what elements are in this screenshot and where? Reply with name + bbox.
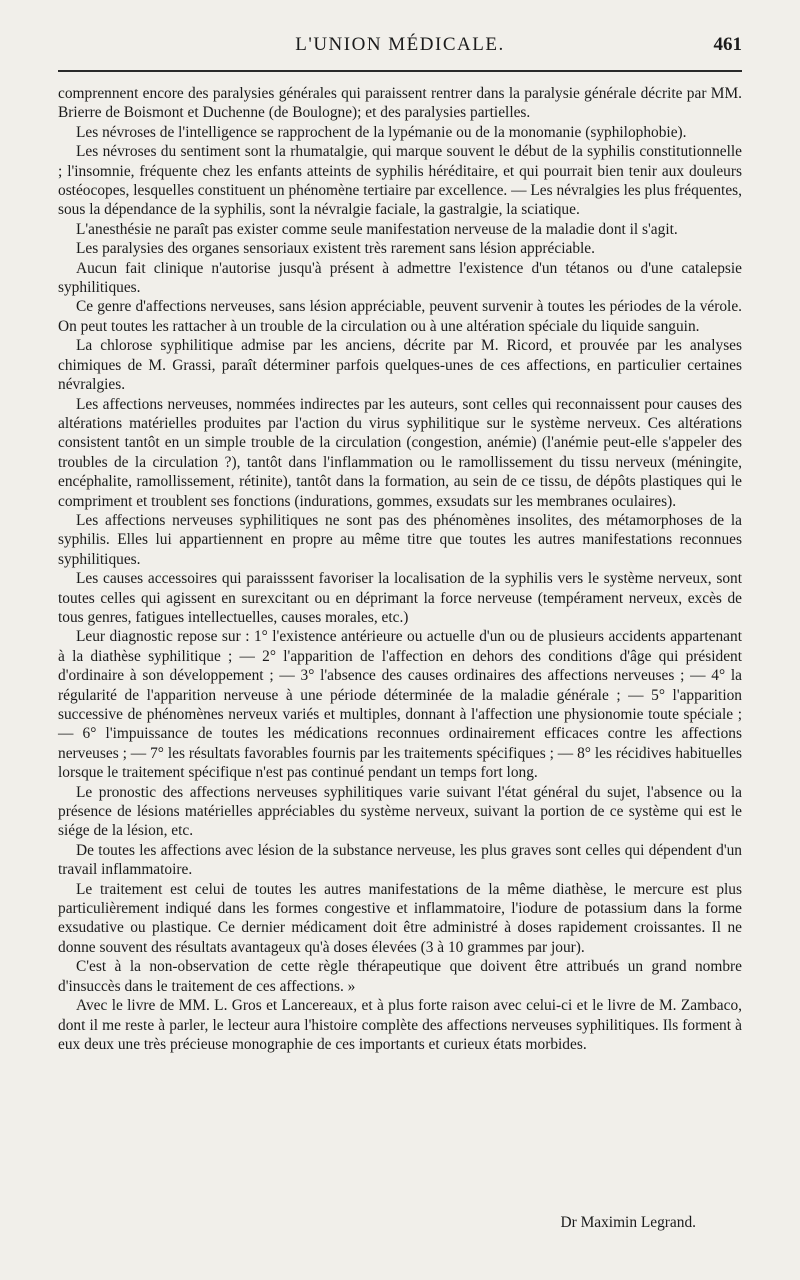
paragraph: Les névroses du sentiment sont la rhumatalgie, qui marque souvent le début de la syphilis constitutionnelle ; l'insomnie, fréquente chez les enfants atteints de syphilis héréditaire, et qui pourrait bien tenir aux douleurs ostéocopes, lesquelles constituent un phénomène tertiaire par excellence. — Les névralgies les plus fréquentes, sous la dépendance de la syphilis, sont la névralgie faciale, la gastralgie, la sciatique.: [58, 143, 742, 219]
paragraph: Les névroses de l'intelligence se rapprochent de la lypémanie ou de la monomanie (syphilophobie).: [76, 123, 687, 141]
paragraph: C'est à la non-observation de cette règle thérapeutique que doivent être attribués un grand nombre d'insuccès dans le traitement de ces affections. »: [58, 958, 742, 995]
paragraph: Les affections nerveuses syphilitiques ne sont pas des phénomènes insolites, des métamorphoses de la syphilis. Elles lui appartiennent en propre au même titre que toutes les autres manifestations reconnues syphilitiques.: [58, 511, 742, 568]
paragraph: comprennent encore des paralysies générales qui paraissent rentrer dans la paralysie générale décrite par MM. Brierre de Boismont et Duchenne (de Boulogne); et des paralysies partielles.: [58, 85, 742, 122]
author-signature: Dr Maximin Legrand.: [560, 1214, 696, 1231]
paragraph: Le pronostic des affections nerveuses syphilitiques varie suivant l'état général du sujet, l'absence ou la présence de lésions matérielles appréciables du système nerveux, suivant la portion de ce système qui est le siége de la lésion, etc.: [58, 783, 742, 840]
page-header: [58, 34, 742, 60]
paragraph: Leur diagnostic repose sur : 1° l'existence antérieure ou actuelle d'un ou de plusieurs accidents appartenant à la diathèse syphilitique ; — 2° l'apparition de l'affection en dehors des conditions d'âge qui président d'ordinaire à son développement ; — 3° l'absence des causes ordinaires des affections nerveuses ; — 4° la régularité de l'apparition nerveuse à une période déterminée de la maladie générale ; — 5° l'apparition successive de phénomènes nerveux variés et multiples, donnant à l'affection une physionomie toute spéciale ; — 6° l'impuissance de toutes les médications reconnues ordinairement efficaces contre les affections nerveuses ; — 7° les résultats favorables fournis par les traitements spécifiques ; — 8° les récidives habituelles lorsque le traitement spécifique n'est pas continué pendant un temps fort long.: [58, 628, 742, 782]
paragraph: De toutes les affections avec lésion de la substance nerveuse, les plus graves sont celles qui dépendent d'un travail inflammatoire.: [58, 841, 742, 879]
paragraph: Ce genre d'affections nerveuses, sans lésion appréciable, peuvent survenir à toutes les périodes de la vérole. On peut toutes les rattacher à un trouble de la circulation ou à une altération spéciale du liquide sanguin.: [58, 298, 742, 335]
paragraph: La chlorose syphilitique admise par les anciens, décrite par M. Ricord, et prouvée par les analyses chimiques de M. Grassi, paraît déterminer parfois quelques-unes de ces affections, en particulier certaines névralgies.: [58, 337, 742, 394]
article-body: [58, 84, 742, 1054]
paragraph: Les paralysies des organes sensoriaux existent très rarement sans lésion appréciable.: [76, 240, 595, 258]
paragraph: Aucun fait clinique n'autorise jusqu'à présent à admettre l'existence d'un tétanos ou d'une catalepsie syphilitiques.: [58, 259, 742, 297]
paragraph: Avec le livre de MM. L. Gros et Lancereaux, et à plus forte raison avec celui-ci et le livre de M. Zambaco, dont il me reste à parler, le lecteur aura l'histoire complète des affections nerveuses syphilitiques. Ils forment à eux deux une très précieuse monographie de ces importants et curieux états morbides.: [58, 997, 742, 1053]
paragraph: Les causes accessoires qui paraisssent favoriser la localisation de la syphilis vers le système nerveux, sont toutes celles qui agissent en surexcitant ou en déprimant la force nerveuse (tempérament nerveux, excès de tous genres, fatigues intellectuelles, causes morales, etc.): [58, 570, 742, 626]
paragraph: L'anesthésie ne paraît pas exister comme seule manifestation nerveuse de la maladie dont il s'agit.: [76, 220, 678, 238]
journal-title: L'UNION MÉDICALE.: [295, 34, 505, 55]
page-number: 461: [713, 34, 742, 55]
header-rule: [58, 70, 742, 72]
paragraph: Les affections nerveuses, nommées indirectes par les auteurs, sont celles qui reconnaissent pour causes des altérations matérielles produites par l'action du virus syphilitique sur le système nerveux. Ces altérations consistent tantôt en un simple trouble de la circulation (congestion, anémie) (l'anémie peut-elle s'appeler des troubles de la circulation ?), tantôt dans l'inflammation ou le ramollissement du tissu nerveux (méningite, encéphalite, ramollissement, rétinite), tantôt dans la formation, au sein de ce tissu, de dépôts plastiques qui le compriment et troublent ses fonctions (indurations, gommes, exsudats sur les membranes oculaires).: [58, 395, 742, 510]
paragraph: Le traitement est celui de toutes les autres manifestations de la même diathèse, le mercure est plus particulièrement indiqué dans les formes congestive et inflammatoire, l'iodure de potassium dans la forme exsudative ou plastique. Ce dernier médicament doit être administré à doses rapidement croissantes. Il ne donne souvent des résultats avantageux qu'à doses élevées (3 à 10 grammes par jour).: [58, 880, 742, 956]
